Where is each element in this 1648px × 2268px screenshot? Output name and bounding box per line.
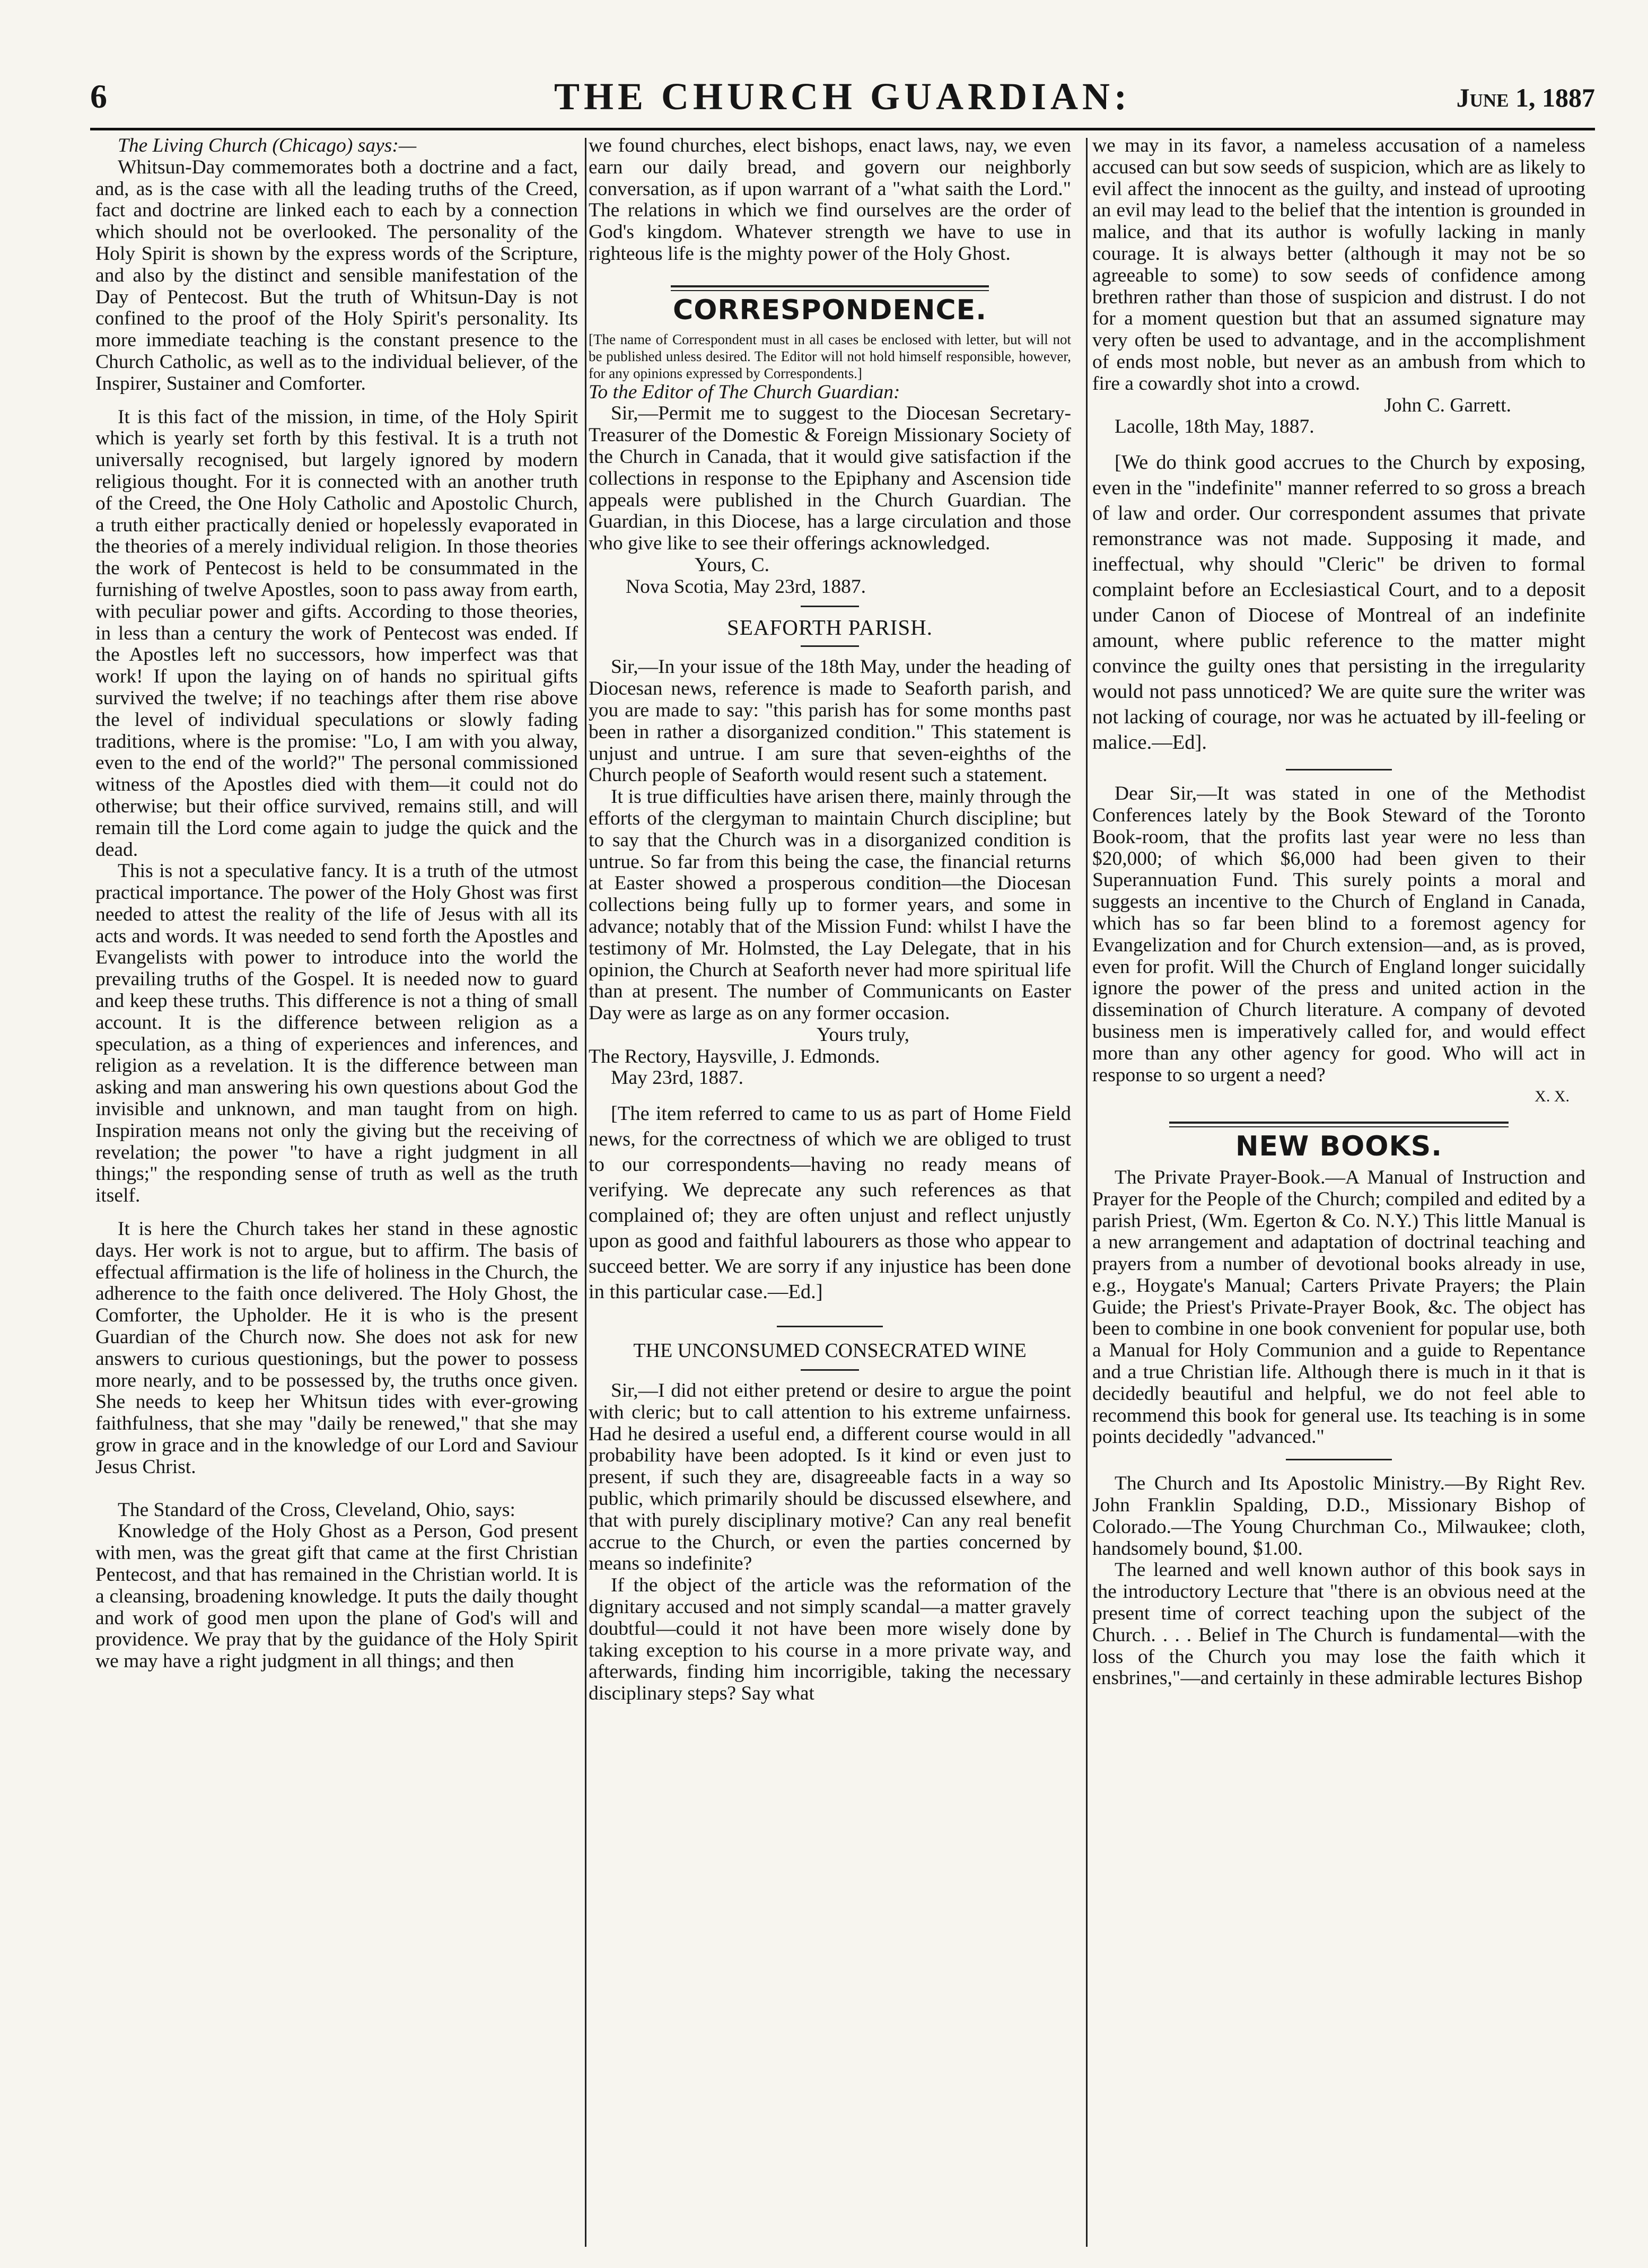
paragraph: Sir,—In your issue of the 18th May, under the heading of Diocesan news, reference is made to Seaforth parish, and you are made to say: "this parish has for some months past been in rather a disorganized condition." This statement is unjust and untrue. I am sure that seven-eighths of the Church people of Seaforth would resent such a statement. <box>589 656 1071 786</box>
standard-intro: The Standard of the Cross, Cleveland, Ohio, says: <box>118 1499 515 1521</box>
book-review: The Private Prayer-Book.—A Manual of Instruction and Prayer for the People of the Church; compiled and edited by a parish Priest, (Wm. Egerton & Co. N.Y.) This little Manual is a new arrangement and adaptation of doctrinal teaching and prayers from a number of devotional books already in use, e.g., Hoygate's Manual; Carters Private Prayers; the Plain Guide; the Priest's Private-Prayer Book, &c. The object has been to combine in one book convenient for popular use, both a Manual for Holy Communion and a guide to Repentance and a true Christian life. Although there is much in it that is decidedly beautiful and helpful, we do not feel able to recommend this book for general use. Its teaching is in some points decidedly "advanced." <box>1092 1166 1585 1448</box>
letter-close: Yours truly, <box>817 1023 910 1046</box>
rule <box>1286 769 1392 770</box>
masthead: THE CHURCH GUARDIAN: <box>554 75 1132 118</box>
paragraph: This is not a speculative fancy. It is a truth of the utmost practical importance. The power of the Holy Ghost was first needed to attest the reality of the life of Jesus with all its acts and words. It was needed to send forth the Apostles and Evangelists with power to introduce into the world the prevailing truths of the Gospel. It is needed now to guard and keep these truths. This difference is not a thing of small account. It is the difference between religion as a speculation, as a thing of experiences and inferences, and religion as a revelation. It is the difference between man asking and man answering his own questions about God the invisible and unknown, and man taught from on high. Inspiration means not only the giving but the receiving of revelation; the power "to have a right judgment in all things;" the responding sense of truth as well as the truth itself. <box>95 860 578 1207</box>
column-1 <box>95 135 578 2257</box>
rule <box>801 1369 859 1371</box>
column-divider <box>585 138 586 2247</box>
living-church-intro: The Living Church (Chicago) says:— <box>118 135 417 156</box>
paragraph: Knowledge of the Holy Ghost as a Person, God present with men, was the great gift that came at the first Christian Pentecost, and that has remained in the Christian world. It is a cleansing, broadening knowledge. It puts the daily thought and work of good men upon the plane of God's will and providence. We pray that by the guidance of the Holy Spirit we may have a right judgment in all things; and then <box>95 1520 578 1672</box>
rule <box>1286 1459 1392 1460</box>
letter-place: Lacolle, 18th May, 1887. <box>1115 416 1314 438</box>
header-rule <box>90 128 1595 130</box>
letter-signature: The Rectory, Haysville, J. Edmonds. <box>589 1045 880 1067</box>
paragraph: It is this fact of the mission, in time, of the Holy Spirit which is yearly set forth by this festival. It is a truth not universally recognised, but largely ignored by modern religious thought. For it is connected with an another truth of the Creed, the One Holy Catholic and Apostolic Church, a truth either practically denied or hopelessly evaporated in the theories of a merely individual religion. In those theories the work of Pentecost is held to be consummated in the furnishing of twelve Apostles, soon to pass away from earth, with peculiar power and gifts. According to those theories, in less than a century the work of Pentecost was ended. If the Apostles left no successors, how imperfect was that work! If upon the laying on of hands no spiritual gifts survived the twelve; if no teachings after them rise above the level of individual speculations or slowly fading traditions, where is the promise: "Lo, I am with you alway, even to the end of the world?" The personal commissioned witness of the Apostles died with them—it could not do otherwise; but their office survived, remains still, and will remain till the Lord come again to judge the quick and the dead. <box>95 406 578 861</box>
letter-date: May 23rd, 1887. <box>611 1067 743 1089</box>
section-rule <box>671 285 989 291</box>
paragraph: Whitsun-Day commemorates both a doctrine and a fact, and, as is the case with all the leading truths of the Creed, fact and doctrine are linked each to each by a connection which should not be overlooked. The personality of the Holy Spirit is shown by the express words of the Scripture, and also by the distinct and sensible manifestation of the Day of Pentecost. But the truth of Whitsun-Day is not confined to the proof of the Holy Spirit's personality. Its more immediate teaching is the constant presence to the Church Catholic, as well as to the individual believer, of the Inspirer, Sustainer and Comforter. <box>95 156 578 395</box>
paragraph: we may in its favor, a nameless accusation of a nameless accused can but sow seeds of suspicion, which are as likely to evil affect the innocent as the guilty, and instead of uprooting an evil may lead to the belief that the intention is grounded in malice, and that its author is wofully lacking in manly courage. It is always better (although it may not be so agreeable to some) to sow seeds of confidence among brethren rather than those of suspicion and distrust. I do not for a moment question but that an assumed signature may very often be used to advantage, and in the accomplishment of ends most noble, but never as an ambush from which to fire a cowardly shot into a crowd. <box>1092 135 1585 395</box>
column-3 <box>1092 135 1585 2257</box>
paragraph: Sir,—I did not either pretend or desire to argue the point with cleric; but to call attention to his extreme unfairness. Had he desired a useful end, a different course would in all probability have been adopted. Is it kind or even just to present, if such they are, disagreeable facts in a way so public, which primarily should be discussed elsewhere, and that with purely disciplinary motive? Can any real benefit accrue to the Church, or even the parties concerned by means so indefinite? <box>589 1380 1071 1575</box>
paragraph: Dear Sir,—It was stated in one of the Methodist Conferences lately by the Book Steward of the Toronto Book-room, that the profits last year were no less than $20,000; of which $6,000 had been given to their Superannuation Fund. This surely points a moral and suggests an incentive to the Church of England in Canada, which has so far been blind to a foremost agency for Evangelization and for Church extension—and, as is proved, even for profit. Will the Church of England longer suicidally ignore the power of the press and united action in the dissemination of Church literature. A company of devoted business men is imperatively called for, and would effect more than any other agency for good. Who will act in response to so urgent a need? <box>1092 783 1585 1086</box>
correspondence-heading: CORRESPONDENCE. <box>673 294 987 326</box>
column-divider <box>1086 138 1088 2247</box>
paragraph: The learned and well known author of this book says in the introductory Lecture that "there is an obvious need at the present time of correct teaching upon the subject of the Church. . . . Belief in The Church is fundamental—with the loss of the Church you may lose the faith which it ensbrines,"—and certainly in these admirable lectures Bishop <box>1092 1559 1585 1689</box>
paragraph: Sir,—Permit me to suggest to the Diocesan Secretary-Treasurer of the Domestic & Foreign Missionary Society of the Church in Canada, that it would give satisfaction if the collections in response to the Epiphany and Ascension tide appeals were published in the Church Guardian. The Guardian, in this Diocese, has a large circulation and those who give like to see their offerings acknowledged. <box>589 402 1071 555</box>
letter-signature: X. X. <box>1535 1088 1570 1106</box>
paragraph: we found churches, elect bishops, enact laws, nay, we even earn our daily bread, and govern our neighborly conversation, as if upon warrant of a "what saith the Lord." The relations in which we find ourselves are the order of God's kingdom. Whatever strength we have to use in righteous life is the mighty power of the Holy Ghost. <box>589 135 1071 265</box>
page-number: 6 <box>90 77 107 115</box>
column-2 <box>589 135 1071 2257</box>
letter-signature: Yours, C. <box>695 554 770 576</box>
issue-date: June 1, 1887 <box>1456 83 1595 112</box>
seaforth-heading: SEAFORTH PARISH. <box>727 615 933 640</box>
correspondence-note: [The name of Correspondent must in all cases be enclosed with letter, but will not be published unless desired. The Editor will not hold himself responsible, however, for any opinions expressed by Correspondents.] <box>589 331 1071 381</box>
rule <box>801 645 859 647</box>
new-books-heading: NEW BOOKS. <box>1235 1131 1443 1163</box>
paragraph: It is true difficulties have arisen there, mainly through the efforts of the clergyman to maintain Church discipline; but to say that the Church was in a disorganized condition is untrue. So far from this being the case, the financial returns at Easter showed a prosperous condition—the Diocesan collections being fully up to former years, and some in advance; notably that of the Mission Fund: whilst I have the testimony of Mr. Holmsted, the Lay Delegate, that in his opinion, the Church at Seaforth never had more spiritual life than at present. The number of Communicants on Easter Day were as large as on any former occasion. <box>589 786 1071 1024</box>
paragraph: If the object of the article was the reformation of the dignitary accused and not simply scandal—a matter gravely doubtful—could it not have been more wisely done by taking exception to his course in a more private way, and afterwards, finding him incorrigible, taking the necessary disciplinary steps? Say what <box>589 1574 1071 1705</box>
paragraph: It is here the Church takes her stand in these agnostic days. Her work is not to argue, but to affirm. The basis of effectual affirmation is the life of holiness in the Church, the adherence to the faith once delivered. The Holy Ghost, the Comforter, the Upholder. He it is who is the present Guardian of the Church now. She does not ask for new answers to curious questionings, but the power to possess more nearly, and to be possessed by, the truths once given. She needs to keep her Whitsun tides with ever-growing faithfulness, that she may "daily be renewed," that she may grow in grace and in the knowledge of our Lord and Saviour Jesus Christ. <box>95 1218 578 1478</box>
wine-heading: THE UNCONSUMED CONSECRATED WINE <box>633 1339 1027 1362</box>
letter-salutation: To the Editor of The Church Guardian: <box>589 381 900 403</box>
editor-note: [We do think good accrues to the Church by exposing, even in the "indefinite" manner referred to so gross a breach of law and order. Our correspondent assumes that private remonstrance was not made. Supposing it made, and ineffectual, why should "Cleric" be driven to formal complaint before an Ecclesiastical Court, and to a deposit under Canon of Diocese of Montreal of an indefinite amount, where public reference to the matter might convince the guilty ones that persisting in the irregularity would not pass unnoticed? We are quite sure the writer was not lacking of courage, nor was he actuated by ill-feeling or malice.—Ed]. <box>1092 451 1585 754</box>
page-header <box>90 72 1595 135</box>
section-rule <box>1169 1122 1509 1127</box>
letter-place: Nova Scotia, May 23rd, 1887. <box>626 575 866 598</box>
rule <box>777 1326 883 1327</box>
rule <box>801 606 859 607</box>
editor-note: [The item referred to came to us as part of Home Field news, for the correctness of which we are obliged to trust to our correspondents—having no ready means of verifying. We deprecate any such references as that complained of; they are often unjust and reflect unjustly upon as good and faithful labourers as those who appear to succeed better. We are sorry if any injustice has been done in this particular case.—Ed.] <box>589 1102 1071 1303</box>
letter-signature: John C. Garrett. <box>1384 394 1511 416</box>
book-review: The Church and Its Apostolic Ministry.—By Right Rev. John Franklin Spalding, D.D., Missionary Bishop of Colorado.—The Young Churchman Co., Milwaukee; cloth, handsomely bound, $1.00. <box>1092 1473 1585 1560</box>
